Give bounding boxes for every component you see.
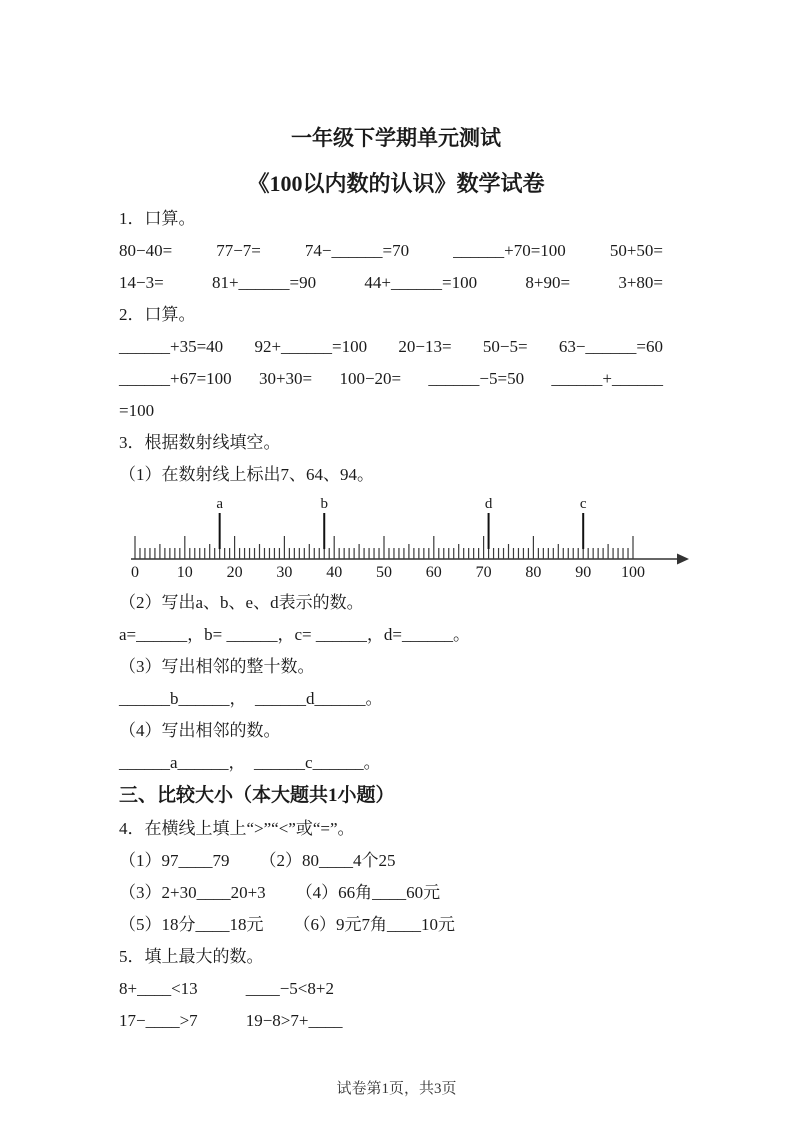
equation: ______+70=100: [453, 241, 566, 260]
equation: 74−______=70: [304, 241, 410, 260]
q3-part4: （4）写出相邻的数。: [119, 721, 281, 740]
page-subtitle: 《100以内数的认识》数学试卷: [247, 171, 545, 196]
equation: 50+50=: [609, 241, 663, 260]
equation: 81+______=90: [211, 273, 317, 292]
svg-text:100: 100: [621, 564, 645, 581]
q4-row-3: [119, 913, 673, 937]
q3-label: 3．根据数射线填空。: [119, 433, 281, 452]
inequality-item: 17−____>7: [119, 1011, 198, 1030]
svg-text:0: 0: [131, 564, 139, 581]
equation: 50−5=: [482, 337, 528, 356]
q1-row-1: [119, 239, 673, 263]
q3-part4-blanks: ______a______， ______c______。: [119, 753, 381, 772]
equation: 30+30=: [258, 369, 313, 388]
inequality-item: 19−8>7+____: [245, 1011, 343, 1030]
svg-text:40: 40: [326, 564, 343, 581]
svg-text:20: 20: [226, 564, 243, 581]
svg-text:80: 80: [525, 564, 542, 581]
equation: ______−5=50: [428, 369, 525, 388]
q3-part3-blanks: ______b______， ______d______。: [119, 689, 383, 708]
equation: ______+______: [551, 369, 663, 388]
comparison-item: （6）9元7角____10元: [293, 915, 455, 934]
svg-text:d: d: [484, 496, 493, 512]
svg-text:b: b: [320, 496, 328, 512]
comparison-item: （3）2+30____20+3: [119, 883, 266, 902]
comparison-item: （2）80____4个25: [259, 851, 396, 870]
number-line: [119, 495, 673, 583]
equation: 20−13=: [398, 337, 452, 356]
equation: 3+80=: [618, 273, 663, 292]
q2-row-2: [119, 367, 673, 391]
q4-row-1: [119, 849, 673, 873]
q2-label: 2．口算。: [119, 305, 196, 324]
page-footer: 试卷第1页，共3页: [336, 1081, 457, 1097]
equation: 80−40=: [119, 241, 173, 260]
q4-label: 4．在横线上填上“>”“<”或“=”。: [119, 819, 355, 838]
svg-text:90: 90: [575, 564, 592, 581]
q1-row-2: [119, 271, 673, 295]
equation: 77−7=: [216, 241, 261, 260]
equation: 63−______=60: [558, 337, 663, 356]
comparison-item: （5）18分____18元: [119, 915, 264, 934]
comparison-item: （4）66角____60元: [295, 883, 441, 902]
q3-part2: （2）写出a、b、e、d表示的数。: [119, 593, 364, 612]
svg-text:c: c: [579, 496, 587, 512]
svg-text:a: a: [216, 496, 223, 512]
q2-row-1: [119, 335, 673, 359]
inequality-item: ____−5<8+2: [245, 979, 334, 998]
svg-text:50: 50: [376, 564, 392, 581]
section-heading-compare: 三、比较大小（本大题共1小题）: [119, 785, 395, 806]
q5-row-1: [119, 977, 673, 1001]
equation: 92+______=100: [254, 337, 368, 356]
q3-part2-blanks: a=______，b= ______，c= ______，d=______。: [119, 625, 470, 644]
svg-text:10: 10: [176, 564, 193, 581]
svg-text:60: 60: [425, 564, 442, 581]
equation: ______+67=100: [119, 369, 232, 388]
equation: 14−3=: [119, 273, 164, 292]
q3-part1: （1）在数射线上标出7、64、94。: [119, 465, 374, 484]
comparison-item: （1）97____79: [119, 851, 230, 870]
q4-row-2: [119, 881, 673, 905]
q2-carry-line: =100: [119, 401, 155, 420]
equation: ______+35=40: [119, 337, 224, 356]
q5-label: 5．填上最大的数。: [119, 947, 264, 966]
q3-part3: （3）写出相邻的整十数。: [119, 657, 315, 676]
q5-row-2: [119, 1009, 673, 1033]
svg-text:70: 70: [475, 564, 492, 581]
q1-label: 1．口算。: [119, 209, 196, 228]
equation: 8+90=: [525, 273, 571, 292]
page-title: 一年级下学期单元测试: [291, 126, 501, 150]
svg-text:30: 30: [276, 564, 293, 581]
equation: 44+______=100: [364, 273, 478, 292]
equation: 100−20=: [339, 369, 402, 388]
inequality-item: 8+____<13: [119, 979, 198, 998]
